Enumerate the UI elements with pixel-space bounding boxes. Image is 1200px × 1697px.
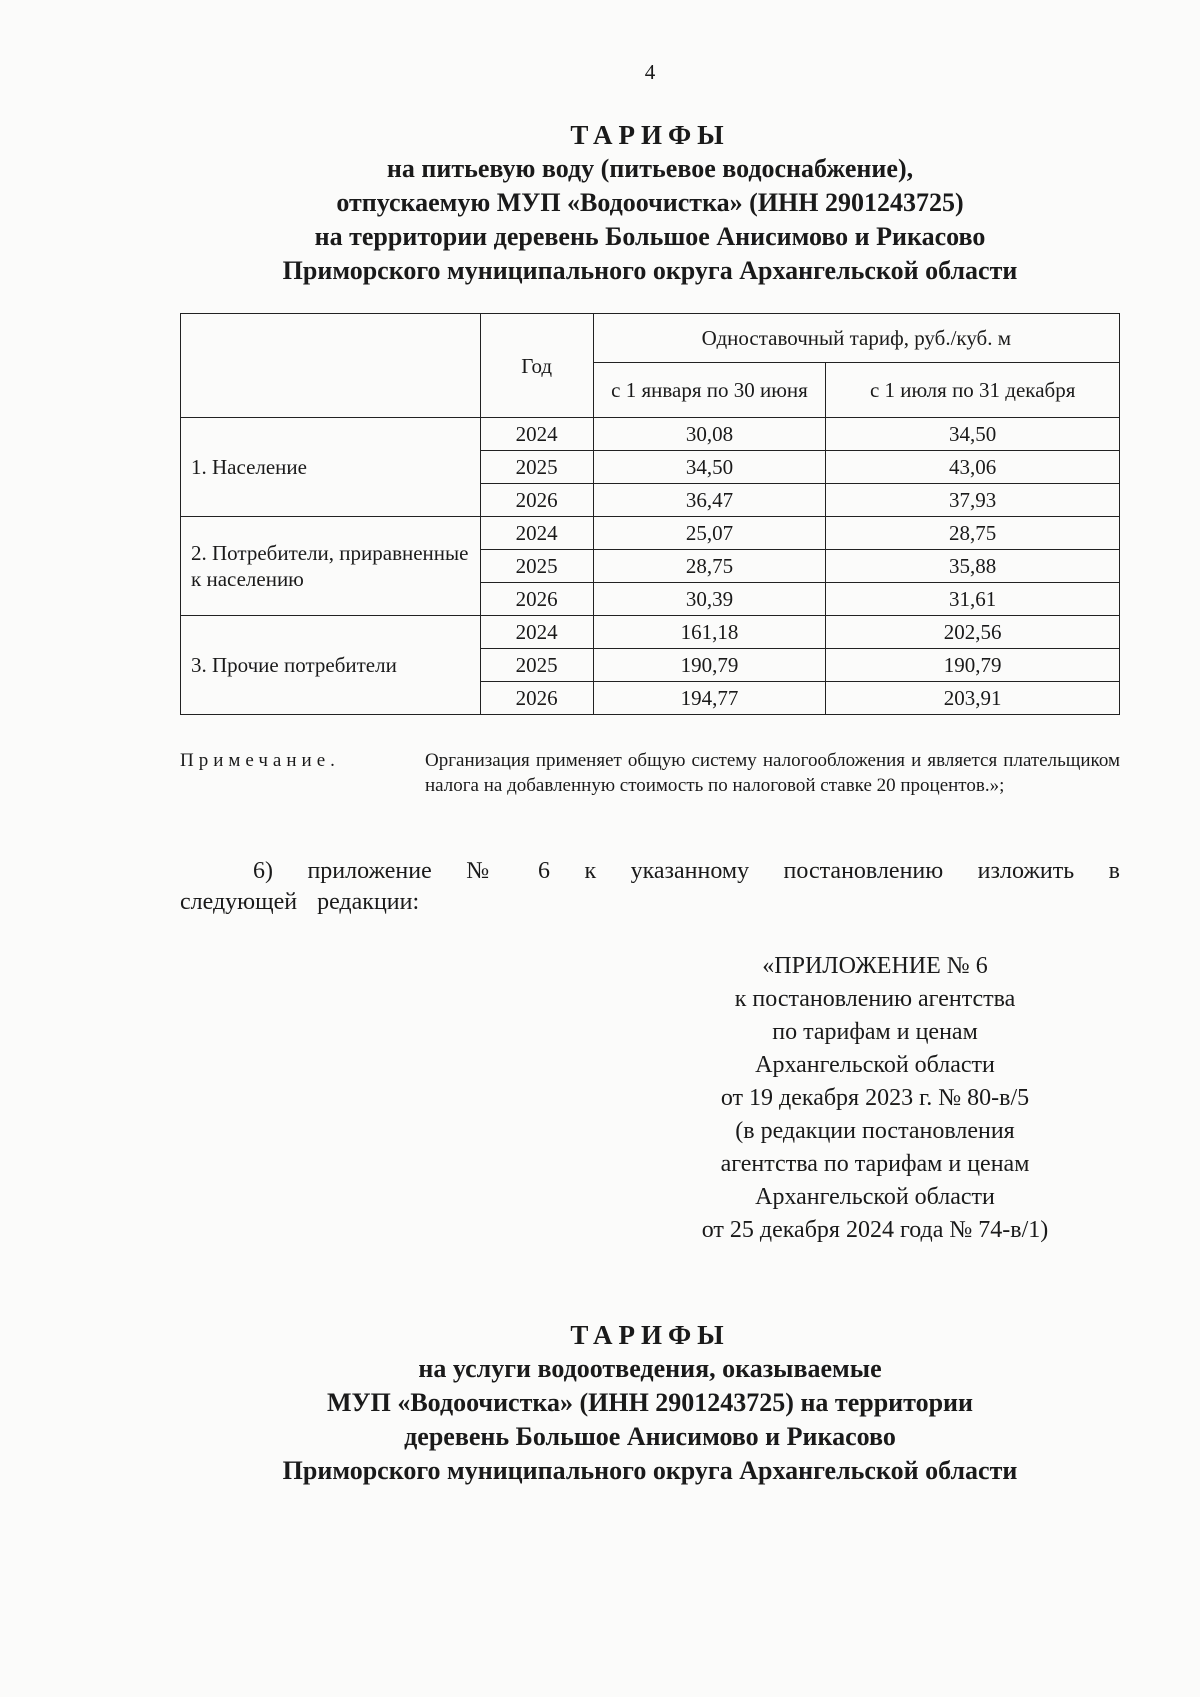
appendix-line: Архангельской области — [755, 1184, 995, 1210]
note-label: Примечание. — [180, 750, 340, 771]
tariff-table — [180, 313, 1120, 715]
year-cell: 2025 — [480, 451, 593, 484]
amendment-paragraph: 6) приложение № 6 к указанному постановлению изложить в следующей редакции: — [180, 858, 1120, 915]
tariff-value-cell: 25,07 — [593, 517, 826, 550]
tariff-value-cell: 34,50 — [593, 451, 826, 484]
category-cell: 2. Потребители, приравненные к населению — [181, 517, 481, 616]
tariff-value-cell: 161,18 — [593, 616, 826, 649]
appendix-line: к постановлению агентства — [734, 986, 1016, 1012]
tariff-value-cell: 34,50 — [826, 418, 1120, 451]
tariff-value-cell: 202,56 — [826, 616, 1120, 649]
table-row — [181, 418, 1120, 451]
year-cell: 2025 — [480, 550, 593, 583]
table-row — [181, 517, 1120, 550]
header-year: Год — [480, 314, 593, 418]
tariff-value-cell: 36,47 — [593, 484, 826, 517]
tariff-value-cell: 190,79 — [826, 649, 1120, 682]
appendix-line: от 19 декабря 2023 г. № 80-в/5 — [720, 1085, 1030, 1111]
title-line: на территории деревень Большое Анисимово и Рикасово — [314, 222, 986, 251]
tariff-value-cell: 37,93 — [826, 484, 1120, 517]
title-line: Приморского муниципального округа Архангельской области — [282, 256, 1018, 285]
table-note — [180, 748, 1120, 798]
tariff-value-cell: 31,61 — [826, 583, 1120, 616]
tariff-title-water-supply — [0, 118, 1200, 288]
tariff-value-cell: 28,75 — [826, 517, 1120, 550]
year-cell: 2025 — [480, 649, 593, 682]
tariff-value-cell: 30,39 — [593, 583, 826, 616]
tariff-title-wastewater — [0, 1318, 1200, 1488]
category-cell: 3. Прочие потребители — [181, 616, 481, 715]
title-line: на услуги водоотведения, оказываемые — [418, 1354, 882, 1383]
title-heading: ТАРИФЫ — [570, 120, 730, 150]
title-line: Приморского муниципального округа Архангельской области — [282, 1456, 1018, 1485]
header-empty-cell — [181, 314, 481, 418]
header-tariff: Одноставочный тариф, руб./куб. м — [593, 314, 1119, 363]
title-line: деревень Большое Анисимово и Рикасово — [404, 1422, 896, 1451]
year-cell: 2024 — [480, 517, 593, 550]
appendix-line: «ПРИЛОЖЕНИЕ № 6 — [762, 953, 988, 979]
tariff-value-cell: 194,77 — [593, 682, 826, 715]
appendix-line: (в редакции постановления — [735, 1118, 1015, 1144]
title-line: отпускаемую МУП «Водоочистка» (ИНН 2901243725) — [336, 188, 964, 217]
table-row — [181, 616, 1120, 649]
appendix-line: Архангельской области — [755, 1052, 995, 1078]
title-line: МУП «Водоочистка» (ИНН 2901243725) на территории — [327, 1388, 973, 1417]
year-cell: 2024 — [480, 418, 593, 451]
appendix-line: по тарифам и ценам — [772, 1019, 978, 1045]
tariff-value-cell: 43,06 — [826, 451, 1120, 484]
title-heading: ТАРИФЫ — [570, 1320, 730, 1350]
appendix-line: от 25 декабря 2024 года № 74-в/1) — [701, 1217, 1049, 1243]
page-number: 4 — [644, 60, 656, 84]
tariff-value-cell: 28,75 — [593, 550, 826, 583]
tariff-value-cell: 203,91 — [826, 682, 1120, 715]
tariff-value-cell: 30,08 — [593, 418, 826, 451]
category-cell: 1. Население — [181, 418, 481, 517]
header-period-1: с 1 января по 30 июня — [593, 363, 826, 418]
year-cell: 2024 — [480, 616, 593, 649]
year-cell: 2026 — [480, 682, 593, 715]
year-cell: 2026 — [480, 484, 593, 517]
year-cell: 2026 — [480, 583, 593, 616]
tariff-value-cell: 190,79 — [593, 649, 826, 682]
appendix-line: агентства по тарифам и ценам — [720, 1151, 1030, 1177]
title-line: на питьевую воду (питьевое водоснабжение), — [386, 154, 914, 183]
header-period-2: с 1 июля по 31 декабря — [826, 363, 1120, 418]
tariff-value-cell: 35,88 — [826, 550, 1120, 583]
appendix-header — [640, 950, 1110, 1247]
note-text: Организация применяет общую систему налогообложения и является плательщиком налога на добавленную стоимость по налоговой ставке 20 процентов.»; — [425, 750, 1120, 796]
